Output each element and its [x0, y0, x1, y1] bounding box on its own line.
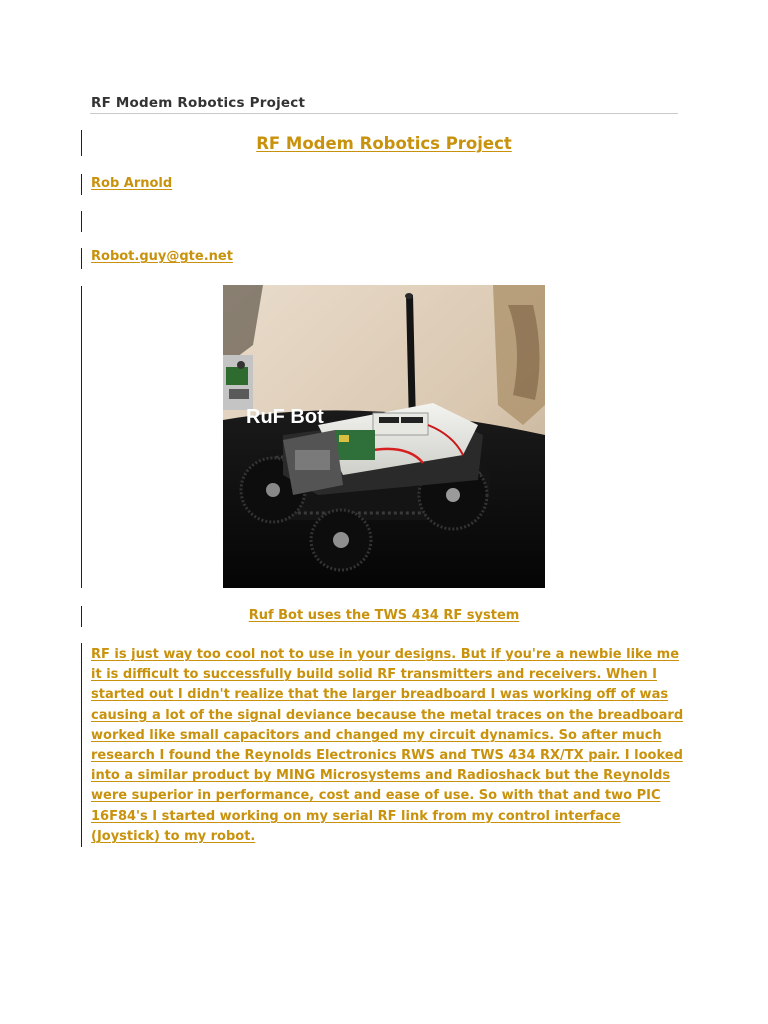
photo-caption[interactable]: Ruf Bot uses the TWS 434 RF system: [248, 608, 520, 623]
left-margin-bar: [81, 130, 82, 156]
left-margin-bar: [81, 174, 82, 195]
article-body-paragraph[interactable]: RF is just way too cool not to use in your designs. But if you're a newbie like me it is difficult to successfully build solid RF transmitters and receivers. When I started out I didn't realize that the larger breadboard I was working off of was causing a lot of the signal deviance because the metal traces on the breadboard worked like small capacitors and changed my circuit dynamics. So after much research I found the Reynolds Electronics RWS and TWS 434 RX/TX pair. I looked into a similar product by MING Microsystems and Radioshack but the Reynolds were superior in performance, cost and ease of use. So with that and two PIC 16F84's I started working on my serial RF link from my control interface (Joystick) to my robot.: [91, 647, 684, 844]
document-header-title: RF Modem Robotics Project: [91, 95, 306, 111]
header-divider: [90, 113, 678, 114]
left-margin-bar: [81, 286, 82, 588]
photo-overlay-label: RuF Bot: [246, 406, 324, 428]
robot-photo: [223, 285, 545, 588]
left-margin-bar: [81, 211, 82, 232]
left-margin-bar: [81, 643, 82, 847]
left-margin-bar: [81, 606, 82, 627]
article-title[interactable]: RF Modem Robotics Project: [256, 134, 512, 153]
email-link[interactable]: Robot.guy@gte.net: [91, 249, 233, 264]
author-link[interactable]: Rob Arnold: [91, 176, 173, 191]
left-margin-bar: [81, 248, 82, 269]
